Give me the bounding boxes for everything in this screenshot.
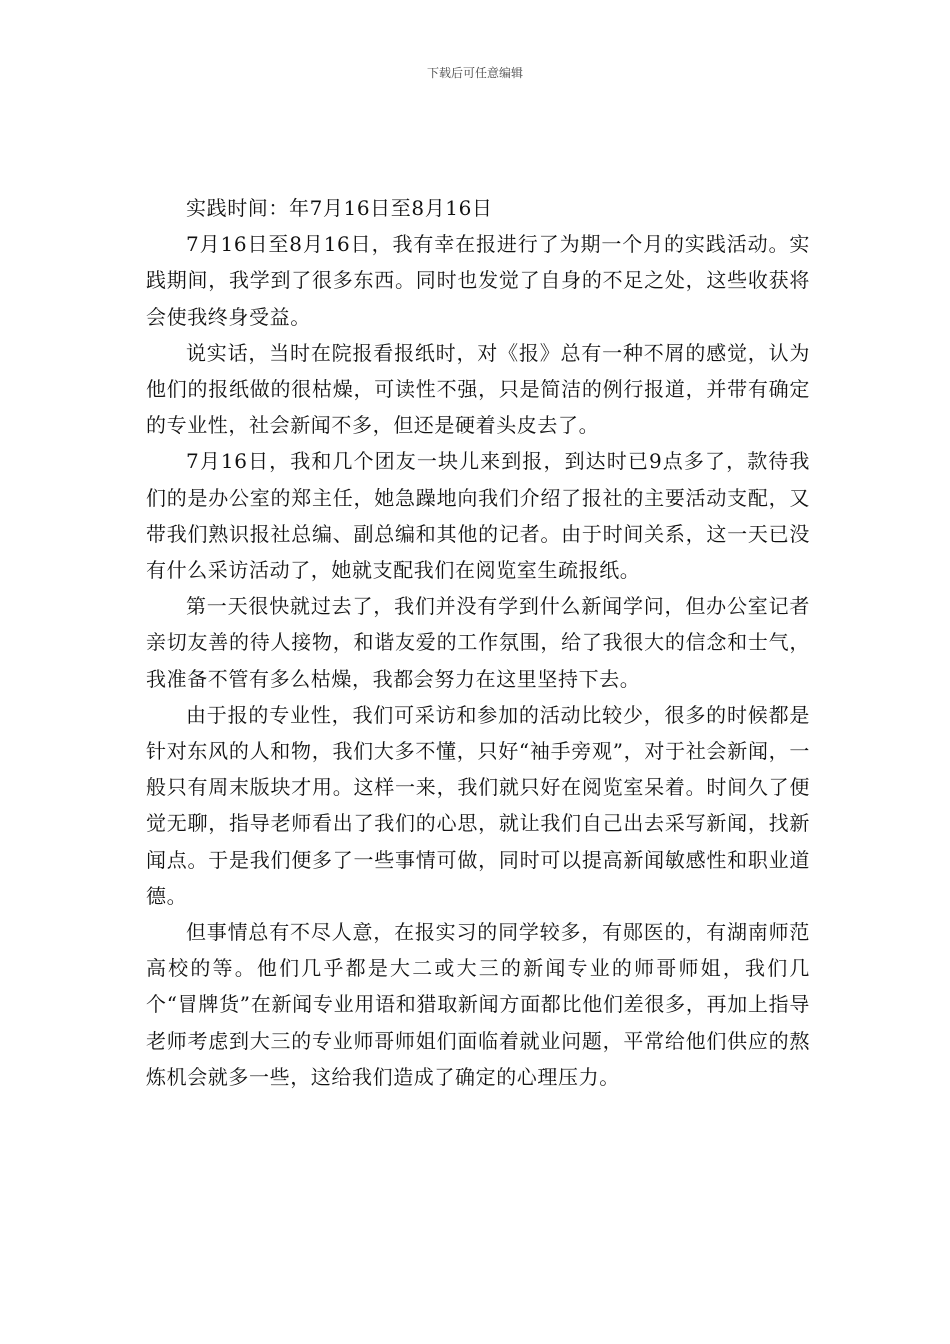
paragraph-first-day-reflection: 第一天很快就过去了，我们并没有学到什么新闻学问，但办公室记者亲切友善的待人接物，和谐友爱的工作氛围，给了我很大的信念和士气，我准备不管有多么枯燥，我都会努力在这里坚持下去。 — [146, 594, 810, 691]
document-body — [146, 190, 810, 1095]
paragraph-pressure: 但事情总有不尽人意，在报实习的同学较多，有郧医的，有湖南师范高校的等。他们几乎都是大二或大三的新闻专业的师哥师姐，我们几个“冒牌货”在新闻专业用语和猎取新闻方面都比他们差很多，再加上指导老师考虑到大三的专业师哥师姐们面临着就业问题，平常给他们供应的熬炼机会就多一些，这给我们造成了确定的心理压力。 — [146, 920, 810, 1089]
paragraph-first-day: 7月16日，我和几个团友一块儿来到报，到达时已9点多了，款待我们的是办公室的郑主任，她急躁地向我们介绍了报社的主要活动支配，又带我们熟识报社总编、副总编和其他的记者。由于时间关系，这一天已没有什么采访活动了，她就支配我们在阅览室生疏报纸。 — [146, 449, 810, 583]
paragraph-limited-activities: 由于报的专业性，我们可采访和参加的活动比较少，很多的时候都是针对东风的人和物，我们大多不懂，只好“袖手旁观”，对于社会新闻，一般只有周末版块才用。这样一来，我们就只好在阅览室呆着。时间久了便觉无聊，指导老师看出了我们的心思，就让我们自己出去采写新闻，找新闻点。于是我们便多了一些事情可做，同时可以提高新闻敏感性和职业道德。 — [146, 702, 810, 908]
page-header-note: 下载后可任意编辑 — [426, 66, 523, 80]
paragraph-intro: 7月16日至8月16日，我有幸在报进行了为期一个月的实践活动。实践期间，我学到了很多东西。同时也发觉了自身的不足之处，这些收获将会使我终身受益。 — [146, 232, 810, 329]
paragraph-impression: 说实话，当时在院报看报纸时，对《报》总有一种不屑的感觉，认为他们的报纸做的很枯燥，可读性不强，只是简洁的例行报道，并带有确定的专业性，社会新闻不多，但还是硬着头皮去了。 — [146, 340, 810, 438]
paragraph-practice-time: 实践时间：年7月16日至8月16日 — [186, 196, 493, 220]
